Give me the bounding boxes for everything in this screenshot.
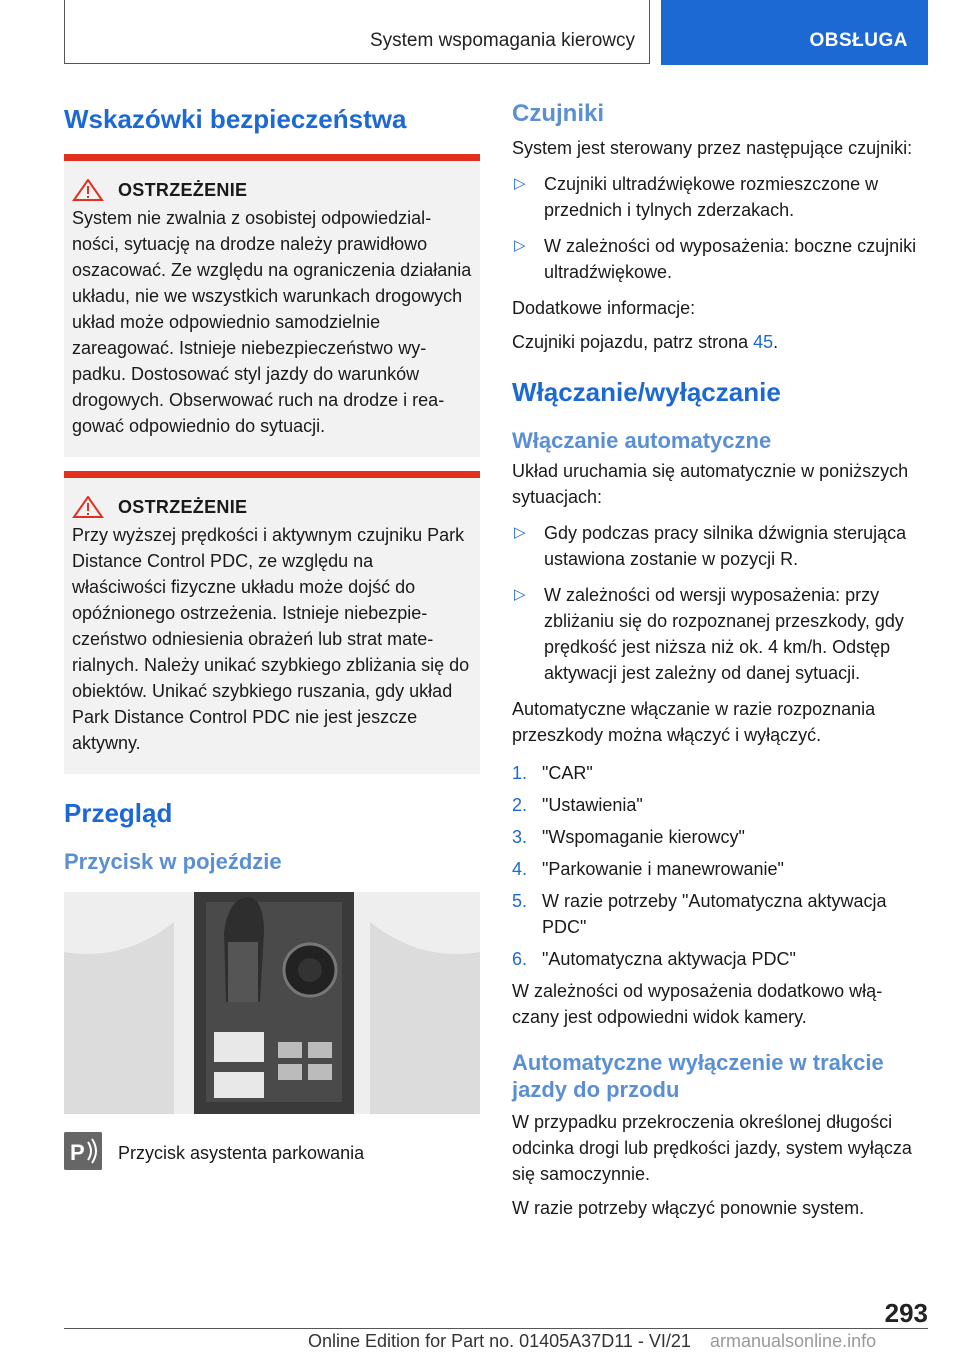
step-item: 1. "CAR" bbox=[512, 763, 593, 784]
step-item: 6. "Automatyczna aktywacja PDC" bbox=[512, 949, 796, 970]
sensors-reference: Czujniki pojazdu, patrz strona 45. bbox=[512, 331, 779, 352]
svg-text:P: P bbox=[70, 1139, 85, 1165]
warning-triangle-icon bbox=[72, 496, 104, 518]
button-section-title: Przycisk w pojeździe bbox=[64, 849, 282, 875]
center-console-photo bbox=[64, 892, 480, 1114]
console-illustration bbox=[64, 892, 480, 1114]
sensors-title: Czujniki bbox=[512, 100, 605, 127]
list-item: ▷ W zależności od wersji wyposażenia: przy zbliżaniu się do rozpoznanej przeszkody, gdy prędkość jest niższa niż ok. 4 km/h. Odstęp aktywacji jest zależny od danej sytuacji. bbox=[514, 585, 904, 684]
list-item: ▷ Gdy podczas pracy silnika dźwignia sterująca ustawiona zostanie w pozycji R. bbox=[514, 523, 907, 570]
auto-off-title: Automatyczne wyłączenie w trakcie jazdy do przodu bbox=[512, 1050, 884, 1102]
right-column bbox=[512, 100, 922, 1221]
auto-on-list bbox=[512, 520, 922, 686]
step-item: 2. "Ustawienia" bbox=[512, 795, 643, 816]
step-item: 3. "Wspomaganie kierowcy" bbox=[512, 827, 745, 848]
photo-caption bbox=[64, 1132, 480, 1170]
warning-box-1 bbox=[64, 154, 480, 457]
warning-label: OSTRZEŻENIE bbox=[118, 179, 248, 200]
safety-title: Wskazówki bezpieczeństwa bbox=[64, 104, 407, 134]
page-number: 293 bbox=[884, 1298, 928, 1328]
auto-on-note: Automatyczne włączanie w razie rozpoznania przeszkody można włączyć i wyłączyć. bbox=[512, 699, 876, 746]
steps-list bbox=[512, 760, 922, 972]
auto-on-intro: Układ uruchamia się automatycznie w poniższych sytuacjach: bbox=[512, 461, 909, 508]
parking-assistant-icon bbox=[64, 1132, 102, 1170]
left-column bbox=[64, 100, 480, 1170]
auto-off-text2: W razie potrzeby włączyć ponownie system. bbox=[512, 1198, 865, 1219]
page-link[interactable]: 45 bbox=[753, 331, 774, 352]
chapter-title: OBSŁUGA bbox=[809, 30, 908, 51]
footer-divider bbox=[64, 1328, 928, 1329]
list-item: ▷ Czujniki ultradźwiękowe rozmieszczone w przednich i tylnych zderzakach. bbox=[514, 173, 879, 220]
edition-info: Online Edition for Part no. 01405A37D11 - VI/21 bbox=[308, 1331, 691, 1351]
warning-label: OSTRZEŻENIE bbox=[118, 496, 248, 517]
section-tab bbox=[64, 0, 650, 64]
overview-title: Przegląd bbox=[64, 798, 173, 829]
onoff-title: Włączanie/wyłączanie bbox=[512, 376, 781, 407]
warning-box-2 bbox=[64, 471, 480, 774]
list-item: ▷ W zależności od wyposażenia: boczne czujniki ultradźwiękowe. bbox=[514, 235, 917, 282]
watermark: armanualsonline.info bbox=[710, 1331, 877, 1351]
warning-text: System nie zwalnia z osobistej odpowiedzialności, sytuację na drodze należy prawidłowo oszacować. Ze względu na ograniczenia działania układu, nie we wszystkich warunkach drogowych układ może odpowiednio samodzielnie zareagować. Istnieje niebezpieczeństwo wypadku. Dostosować styl jazdy do warunków drogowych. Obserwować ruch na drodze i reagować odpowiednio do sytuacji. bbox=[72, 208, 472, 437]
auto-on-title: Włączanie automatyczne bbox=[512, 427, 772, 453]
section-title: System wspomagania kierowcy bbox=[369, 30, 635, 51]
step-item: 4. "Parkowanie i manewrowanie" bbox=[512, 859, 784, 880]
warning-text: Przy wyższej prędkości i aktywnym czujniku Park Distance Control PDC, ze względu na właściwości fizyczne układu może dojść do opóźnionego ostrzeżenia. Istnieje niebezpieczeństwo odniesienia obrażeń lub strat materialnych. Należy unikać szybkiego zbliżania się do obiektów. Unikać szybkiego ruszania, gdy układ Park Distance Control PDC nie jest jeszcze aktywny. bbox=[72, 525, 470, 754]
sensors-list bbox=[512, 171, 922, 285]
warning-triangle-icon bbox=[72, 179, 104, 201]
camera-note: W zależności od wyposażenia dodatkowo włączany jest odpowiedni widok kamery. bbox=[512, 981, 883, 1028]
caption-text: Przycisk asystenta parkowania bbox=[118, 1142, 365, 1163]
page-header bbox=[64, 0, 928, 65]
step-item: 5. W razie potrzeby "Automatyczna aktywacja PDC" bbox=[512, 891, 887, 938]
sensors-intro: System jest sterowany przez następujące czujniki: bbox=[512, 137, 913, 158]
auto-off-text: W przypadku przekroczenia określonej długości odcinka drogi lub prędkości jazdy, system wyłącza się samoczynnie. bbox=[512, 1112, 912, 1185]
extra-info: Dodatkowe informacje: bbox=[512, 297, 696, 318]
chapter-tab[interactable] bbox=[661, 0, 928, 65]
